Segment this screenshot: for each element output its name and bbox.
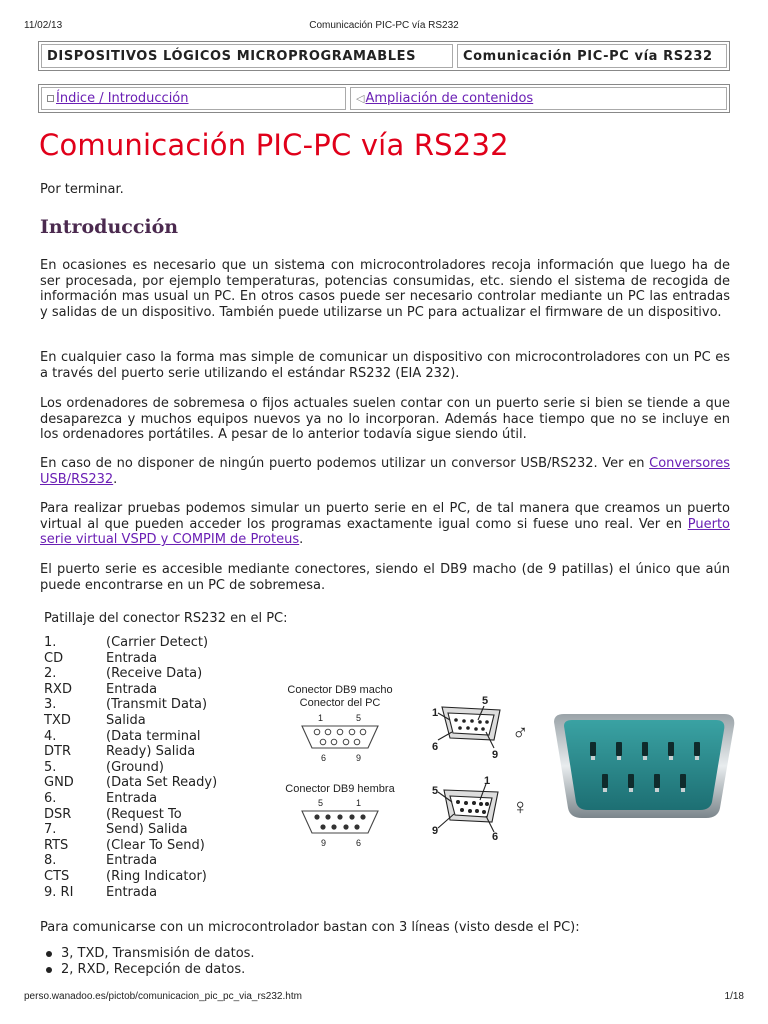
- pinout-value: Ready) Salida: [106, 744, 196, 760]
- drawing-male-5: 5: [482, 695, 489, 707]
- pinout-heading: Patillaje del conector RS232 en el PC:: [44, 611, 288, 626]
- pinout-key: 1.: [44, 635, 57, 650]
- print-header: [24, 20, 744, 34]
- list-item-text: 2, RXD, Recepción de datos.: [61, 962, 246, 977]
- bullet-icon: [46, 967, 52, 973]
- male-caption-2: Conector del PC: [299, 697, 381, 709]
- pinout-value: Entrada: [106, 853, 158, 869]
- pinout-row: [44, 807, 244, 823]
- paragraph-2: En cualquier caso la forma mas simple de comunicar un dispositivo con microcontroladores con un PC es a través del puerto serie utilizando el estándar RS232 (EIA 232).: [40, 350, 730, 381]
- more-content-link[interactable]: Ampliación de contenidos: [365, 91, 534, 106]
- triangle-left-icon: ◁: [356, 92, 365, 105]
- pinout-row: [44, 838, 244, 854]
- pinout-key: 5.: [44, 759, 57, 775]
- pinout-row: [44, 791, 244, 807]
- pinout-row: [44, 651, 244, 667]
- female-pin-6-label: 6: [356, 838, 362, 848]
- pinout-row: [44, 869, 244, 885]
- pinout-row: [44, 713, 244, 729]
- list-item-text: 3, TXD, Transmisión de datos.: [61, 946, 255, 961]
- pinout-value: (Carrier Detect): [106, 635, 209, 650]
- paragraph-1: En ocasiones es necesario que un sistema con microcontroladores recoja información que luego ha de ser procesada, por ejemplo temperaturas, potencias consumidas, etc. siendo el sistema de recogida de información mas usual un PC. En otros casos puede ser necesario controlar mediante un PC las entradas y salidas de un dispositivo. También puede utilizarse un PC para actualizar el firmware de un dispositivo.: [40, 258, 730, 320]
- pinout-key: 3.: [44, 697, 57, 713]
- paragraph-4-text: En caso de no disponer de ningún puerto podemos utilizar un conversor USB/RS232. Ver en: [40, 456, 650, 471]
- banner-course: DISPOSITIVOS LÓGICOS MICROPROGRAMABLES: [41, 44, 453, 68]
- list-item: [46, 962, 245, 977]
- pinout-value: Entrada: [106, 790, 158, 806]
- male-caption-1: Conector DB9 macho: [287, 684, 393, 696]
- usb-converter-link[interactable]: Conversores USB/RS232: [40, 456, 730, 487]
- pinout-key: 7.: [44, 822, 57, 838]
- pinout-value: (Request To: [106, 806, 182, 822]
- pinout-key: 2.: [44, 666, 57, 682]
- drawing-female-6: 6: [492, 831, 499, 843]
- pinout-value: Entrada: [106, 650, 158, 666]
- print-page-number: 1/18: [724, 991, 744, 1002]
- pinout-key: TXD: [44, 712, 71, 728]
- pinout-row: [44, 635, 244, 651]
- pinout-row: [44, 775, 244, 791]
- pinout-value: (Ground): [106, 759, 164, 775]
- female-pin-5-label: 5: [318, 798, 324, 808]
- male-pin-5-label: 5: [356, 713, 362, 723]
- bullet-icon: [46, 951, 52, 957]
- checkbox-icon: [47, 95, 54, 102]
- drawing-female-5: 5: [432, 785, 439, 797]
- pinout-key: GND: [44, 775, 74, 791]
- paragraph-5-text: Para realizar pruebas podemos simular un puerto serie en el PC, de tal manera que creamos un puerto virtual al que pueden acceder los programas exactamente igual como si fuese uno real. Ver en: [40, 501, 730, 532]
- pinout-value: (Ring Indicator): [106, 868, 207, 884]
- pinout-row: [44, 744, 244, 760]
- drawing-male-9: 9: [492, 749, 499, 761]
- paragraph-3: Los ordenadores de sobremesa o fijos actuales suelen contar con un puerto serie si bien se tiende a que desaparezca y muchos equipos nuevos ya no lo incorporan. Además hace tiempo que no se incluye en los ordenadores portátiles. A pesar de lo anterior todavía sigue siendo útil.: [40, 396, 730, 443]
- print-title: Comunicación PIC-PC vía RS232: [309, 20, 459, 31]
- list-item: [46, 946, 255, 961]
- pinout-key: DSR: [44, 806, 72, 822]
- female-pin-9-label: 9: [321, 838, 327, 848]
- paragraph-6: El puerto serie es accesible mediante conectores, siendo el DB9 macho (de 9 patillas) el único que aún puede encontrarse en un PC de sobremesa.: [40, 562, 730, 593]
- male-symbol-icon: ♂: [512, 720, 529, 745]
- pinout-value: (Transmit Data): [106, 697, 208, 713]
- pinout-row: [44, 822, 244, 838]
- male-pin-1-label: 1: [318, 713, 324, 723]
- print-url: perso.wanadoo.es/pictob/comunicacion_pic_pc_via_rs232.htm: [24, 991, 302, 1002]
- print-date: 11/02/13: [24, 20, 63, 31]
- pinout-row: [44, 760, 244, 776]
- drawing-male-1: 1: [432, 707, 439, 719]
- female-symbol-icon: ♀: [512, 794, 529, 819]
- pinout-value: (Receive Data): [106, 666, 203, 682]
- pinout-value: (Clear To Send): [106, 837, 205, 853]
- pinout-key: 8.: [44, 853, 57, 869]
- female-caption: Conector DB9 hembra: [285, 783, 395, 795]
- pinout-key: 4.: [44, 728, 57, 744]
- pinout-key: CTS: [44, 868, 70, 884]
- pinout-row: [44, 697, 244, 713]
- pinout-key: RXD: [44, 681, 72, 697]
- pinout-value: Send) Salida: [106, 822, 188, 838]
- pinout-value: (Data Set Ready): [106, 775, 218, 791]
- db9-connector-photo: [550, 712, 738, 820]
- index-link[interactable]: Índice / Introducción: [56, 91, 189, 106]
- pinout-row: [44, 666, 244, 682]
- banner-table: [38, 41, 730, 71]
- nav-index-cell: [41, 87, 346, 110]
- banner-topic: Comunicación PIC-PC vía RS232: [457, 44, 727, 68]
- drawing-male-6: 6: [432, 741, 439, 753]
- closing-paragraph: Para comunicarse con un microcontrolador bastan con 3 líneas (visto desde el PC):: [40, 920, 580, 935]
- paragraph-5-end: .: [299, 532, 304, 548]
- pinout-list: [44, 635, 244, 900]
- section-heading-intro: Introducción: [40, 216, 179, 238]
- nav-table: [38, 84, 730, 113]
- paragraph-4-end: .: [113, 471, 118, 487]
- nav-more-cell: [350, 87, 727, 110]
- pinout-key: RTS: [44, 837, 69, 853]
- drawing-female-1: 1: [484, 775, 491, 787]
- drawing-female-9: 9: [432, 825, 439, 837]
- pinout-key: CD: [44, 650, 64, 666]
- pinout-row: [44, 853, 244, 869]
- paragraph-4: [40, 456, 730, 487]
- pinout-value: (Data terminal: [106, 728, 201, 744]
- print-footer: [24, 991, 744, 1005]
- pinout-key: 6.: [44, 790, 57, 806]
- paragraph-5: [40, 501, 730, 548]
- pinout-key: 9. RI: [44, 884, 74, 900]
- pinout-row: [44, 885, 244, 901]
- pinout-row: [44, 682, 244, 698]
- female-pin-1-label: 1: [356, 798, 362, 808]
- page-title: Comunicación PIC-PC vía RS232: [39, 128, 509, 162]
- status-text: Por terminar.: [40, 182, 124, 197]
- pinout-value: Salida: [106, 712, 146, 728]
- pinout-row: [44, 729, 244, 745]
- db9-diagram: [272, 680, 552, 850]
- pinout-key: DTR: [44, 744, 71, 760]
- pinout-value: Entrada: [106, 681, 158, 697]
- male-pin-6-label: 6: [321, 753, 327, 763]
- pinout-value: Entrada: [106, 884, 158, 900]
- male-pin-9-label: 9: [356, 753, 362, 763]
- virtual-port-link[interactable]: Puerto serie virtual VSPD y COMPIM de Proteus: [40, 516, 730, 548]
